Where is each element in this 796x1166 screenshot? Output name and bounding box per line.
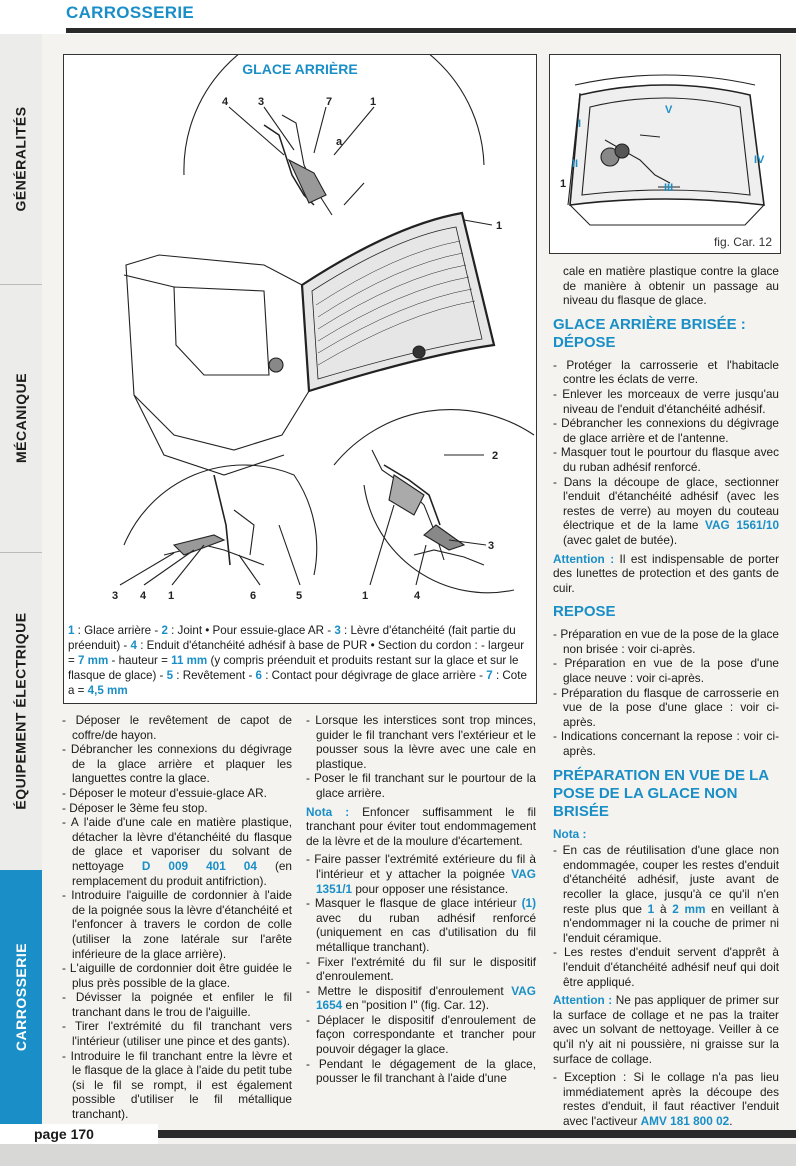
- footer-band: [0, 1144, 796, 1166]
- callout-label: 4: [140, 590, 147, 602]
- callout-label: 3: [258, 96, 265, 108]
- tab-label: ÉQUIPEMENT ÉLECTRIQUE: [13, 612, 29, 810]
- sidebar: [0, 34, 42, 1124]
- list-item-text: Tirer l'extrémité du fil tranchant vers l'intérieur (utiliser une pince et des gants).: [72, 1019, 292, 1049]
- list-item: - L'aiguille de cordonnier doit être guidée le plus près possible de la glace.: [62, 961, 292, 990]
- callout-label: 7: [326, 96, 333, 108]
- list-item: - Mettre le dispositif d'enroulement VAG 1654 en "position I" (fig. Car. 12).: [306, 983, 536, 1013]
- list-item: - Tirer l'extrémité du fil tranchant vers l'intérieur (utiliser une pince et des gants).: [62, 1019, 292, 1049]
- list-item: - Pendant le dégagement de la glace, pousser le fil tranchant à l'aide d'une: [306, 1056, 536, 1086]
- tool-reference: D 009 401 04: [141, 858, 257, 873]
- legend-value: 4,5 mm: [87, 684, 128, 697]
- warning-label: Attention :: [553, 993, 613, 1008]
- list-item: - Préparation du flasque de carrosserie en vue de la pose d'une glace : voir ci-après.: [553, 685, 779, 729]
- sidebar-tab-carrosserie[interactable]: [0, 870, 42, 1125]
- callout-label: 4: [414, 590, 421, 602]
- legend-text: : Cote a =: [68, 669, 527, 697]
- tool-reference: (1): [521, 896, 536, 911]
- tab-label: CARROSSERIE: [13, 942, 29, 1052]
- list-item-text: Dans la découpe de glace, sectionner l'enduit d'étanchéité adhésif (avec les restes de verre) au moyen du couteau électrique et de la lame: [563, 474, 779, 533]
- note-text: Enfoncer suffisamment le fil tranchant pour éviter tout endommagement de la lèvre et de la moulure d'écartement.: [306, 804, 537, 848]
- list-item-text: Lorsque les interstices sont trop minces, guider le fil tranchant vers l'extérieur et le pousser sous la lèvre avec une cale en plastique.: [315, 713, 536, 771]
- list-item: - Dévisser la poignée et enfiler le fil tranchant dans le trou de l'aiguille.: [62, 990, 292, 1019]
- list-item-text: Faire passer l'extrémité extérieure du fil à l'intérieur et y attacher la poignée: [314, 852, 536, 881]
- list-item-text: .: [729, 1113, 733, 1128]
- legend-value: 7 mm: [78, 654, 109, 667]
- warning-label: Attention :: [553, 551, 615, 566]
- list-item-text: Débrancher les connexions du dégivrage de la glace arrière et plaquer les languettes contre la glace.: [70, 742, 292, 786]
- callout-label: 3: [112, 590, 119, 602]
- hatch-drawing: [550, 55, 780, 235]
- list-item-text: Exception : Si le collage n'a pas lieu immédiatement après la découpe des restes d'enduit, il faut réactiver l'enduit avec l'activeur: [563, 1070, 779, 1128]
- list-item: - Masquer tout le pourtour du flasque avec du ruban adhésif renforcé.: [553, 445, 779, 474]
- list-item-text: (en remplacement du produit antifriction).: [72, 858, 292, 888]
- list-item: - Masquer le flasque de glace intérieur (1) avec du ruban adhésif renforcé (uniquement en cas d'utilisation du fil métallique tranchant).: [306, 896, 536, 954]
- legend-text: : Enduit d'étanchéité adhésif à base de PUR • Section du cordon : - largeur =: [68, 639, 525, 667]
- legend-number: 2: [161, 624, 168, 637]
- list-item: - Indications concernant la repose : voir ci-après.: [553, 729, 779, 759]
- legend-number: 1: [68, 624, 75, 637]
- callout-label: II: [572, 158, 579, 170]
- header-rule: [66, 28, 796, 33]
- list-item-text: Introduire le fil tranchant entre la lèvre et le flasque de la glace à l'aide du petit tube (si le fil se rompt, il est également possible d'utiliser le fil métallique tranchant).: [70, 1048, 292, 1122]
- note-label: Nota :: [306, 804, 350, 819]
- list-item: - Fixer l'extrémité du fil sur le dispositif d'enroulement.: [306, 954, 536, 984]
- list-item: - Préparation en vue de la pose d'une glace neuve : voir ci-après.: [553, 656, 779, 686]
- tool-reference: VAG 1654: [316, 983, 536, 1013]
- callout-label: 5: [296, 590, 303, 602]
- tab-label: GÉNÉRALITÉS: [13, 106, 30, 212]
- list-item: - Déplacer le dispositif d'enroulement de façon correspondante et trancher pour pouvoir dégager la glace.: [306, 1012, 536, 1057]
- legend-text: : Glace arrière -: [74, 624, 162, 637]
- list-item-text: Fixer l'extrémité du fil sur le dispositif d'enroulement.: [316, 954, 536, 984]
- legend-number: 6: [255, 669, 262, 682]
- list-item: - Débrancher les connexions du dégivrage de la glace arrière et plaquer les languettes contre la glace.: [62, 742, 292, 786]
- list-item: - Débrancher les connexions du dégivrage de glace arrière et de l'antenne.: [553, 416, 779, 445]
- legend-text: : Revêtement -: [173, 669, 256, 682]
- list-item: - Exception : Si le collage n'a pas lieu immédiatement après la découpe des restes d'enduit, il faut réactiver l'enduit avec l'activeur AMV 181 800 02.: [553, 1070, 779, 1128]
- callout-label: 4: [222, 96, 229, 108]
- tab-label: MÉCANIQUE: [13, 372, 29, 464]
- list-item-text: Protéger la carrosserie et l'habitacle contre les éclats de verre.: [563, 357, 779, 387]
- list-item: - Les restes d'enduit servent d'apprêt à l'enduit d'étanchéité adhésif neuf qui doit être appliqué.: [553, 945, 779, 989]
- page-header: [0, 0, 796, 34]
- list-item: - Déposer le 3ème feu stop.: [62, 800, 208, 815]
- list-item-text: Déposer le 3ème feu stop.: [69, 800, 208, 815]
- text-column-2: [306, 713, 536, 1086]
- footer-rule: [158, 1130, 796, 1138]
- section-heading: PRÉPARATION EN VUE DE LA POSE DE LA GLACE NON BRISÉE: [553, 766, 769, 820]
- callout-label: III: [664, 182, 674, 194]
- list-item-text: Indications concernant la repose : voir ci-après.: [560, 729, 779, 759]
- figure-caption: fig. Car. 12: [713, 235, 772, 249]
- callout-label: IV: [754, 154, 765, 166]
- callout-label: 1: [362, 590, 369, 602]
- list-item-text: Déposer le moteur d'essuie-glace AR.: [69, 785, 267, 800]
- legend-text: (y compris préenduit et produits restant sur la glace et sur le flasque de glace) -: [68, 654, 519, 682]
- legend-number: 3: [334, 624, 341, 637]
- callout-label: 3: [488, 540, 495, 552]
- list-item-text: Préparation en vue de la pose de la glace non brisée : voir ci-après.: [560, 627, 779, 656]
- page-footer: [0, 1124, 796, 1166]
- callout-label: 1: [370, 96, 377, 108]
- text-column-3: [553, 264, 779, 1129]
- legend-text: : Lèvre d'étanchéité (fait partie du préenduit) -: [68, 624, 516, 652]
- list-item-text: Déplacer le dispositif d'enroulement de façon correspondante et trancher pour pouvoir dégager la glace.: [316, 1012, 536, 1057]
- list-item-text: à: [654, 901, 673, 916]
- warning-text: Ne pas appliquer de primer sur la surface de collage et ne pas la traiter avec un solvant de nettoyage. Veiller à ce qu'il n'y ait ni poussière, ni graisse sur la surface de collage.: [553, 993, 779, 1066]
- list-item: - Enlever les morceaux de verre jusqu'au niveau de l'enduit d'étanchéité adhésif.: [553, 386, 779, 416]
- list-item: - Introduire l'aiguille de cordonnier à l'aide de la poignée sous la lèvre d'étanchéité et l'enfoncer à travers le cordon de colle (utiliser la zone latérale sur l'arête inférieure de la glace arrière).: [62, 888, 292, 961]
- list-item: - Protéger la carrosserie et l'habitacle contre les éclats de verre.: [553, 357, 779, 387]
- section-title: CARROSSERIE: [66, 3, 194, 22]
- note-label: Nota :: [553, 826, 587, 841]
- list-item-text: L'aiguille de cordonnier doit être guidée le plus près possible de la glace.: [69, 961, 292, 990]
- callout-label: a: [336, 136, 343, 148]
- list-item-text: En cas de réutilisation d'une glace non endommagée, couper les restes d'enduit d'étanchéité adhésif, juste avant de recoller la glace, jusqu'à ce qu'il n'en reste plus que: [562, 843, 780, 916]
- callout-label: 1: [560, 178, 567, 190]
- list-item: - Déposer le moteur d'essuie-glace AR.: [62, 785, 267, 800]
- rear-window-drawing: [64, 55, 536, 620]
- list-item-text: Enlever les morceaux de verre jusqu'au niveau de l'enduit d'étanchéité adhésif.: [562, 386, 779, 416]
- callout-label: 6: [250, 590, 257, 602]
- legend-text: : Joint • Pour essuie-glace AR -: [167, 624, 335, 637]
- warning: [553, 993, 779, 1066]
- list-item-text: Les restes d'enduit servent d'apprêt à l'enduit d'étanchéité adhésif neuf qui doit être appliqué.: [563, 945, 779, 989]
- list-item-text: Mettre le dispositif d'enroulement: [317, 983, 512, 998]
- list-item-text: Poser le fil tranchant sur le pourtour de la glace arrière.: [314, 771, 536, 800]
- tool-reference: VAG 1561/10: [705, 518, 780, 533]
- callout-label: 1: [168, 590, 175, 602]
- callout-label: 2: [492, 450, 499, 462]
- list-item-text: Déposer le revêtement de capot de coffre/de hayon.: [72, 713, 292, 742]
- list-item-text: avec du ruban adhésif renforcé (uniquement en cas d'utilisation du fil métallique tranchant).: [316, 910, 536, 954]
- warning: [553, 552, 779, 596]
- list-item-text: en veillant à n'endommager ni la couche de primer ni l'enduit céramique.: [563, 901, 779, 945]
- list-item-text: Débrancher les connexions du dégivrage de glace arrière et de l'antenne.: [561, 416, 779, 445]
- note: [306, 805, 536, 849]
- list-item-text: Introduire l'aiguille de cordonnier à l'aide de la poignée sous la lèvre d'étanchéité et l'enfoncer à travers le cordon de colle (utiliser la zone latérale sur l'arête inférieure de la glace arrière).: [71, 888, 292, 961]
- page-number: page 170: [0, 1124, 158, 1144]
- value: 2 mm: [672, 901, 706, 916]
- figure-car-12: [549, 54, 781, 254]
- legend-value: 11 mm: [171, 654, 208, 667]
- list-item-text: en "position I" (fig. Car. 12).: [342, 998, 489, 1013]
- tool-reference: AMV 181 800 02: [640, 1113, 730, 1128]
- list-item: - Lorsque les interstices sont trop minces, guider le fil tranchant vers l'extérieur et le pousser sous la lèvre avec une cale en plastique.: [306, 713, 536, 771]
- warning-text: Il est indispensable de porter des lunettes de protection et des gants de cuir.: [553, 551, 780, 595]
- legend-text: : Contact pour dégivrage de glace arrière -: [262, 669, 487, 682]
- list-item-text: Masquer le flasque de glace intérieur: [314, 896, 522, 911]
- list-item: - Poser le fil tranchant sur le pourtour de la glace arrière.: [306, 771, 536, 800]
- sidebar-tab-generalites[interactable]: [0, 34, 42, 285]
- legend-number: 5: [166, 669, 174, 682]
- list-item: - En cas de réutilisation d'une glace non endommagée, couper les restes d'enduit d'étanchéité adhésif, juste avant de recoller la glace, jusqu'à ce qu'il n'en reste plus que 1 à 2 mm en veillant à n'endommager ni la couche de primer ni l'enduit céramique.: [553, 843, 780, 945]
- sidebar-tab-mecanique[interactable]: [0, 284, 42, 553]
- figure-title: GLACE ARRIÈRE: [242, 61, 358, 77]
- rear-window-figure: [63, 54, 537, 704]
- tool-reference: VAG 1351/1: [316, 866, 536, 896]
- sidebar-tab-equipement-electrique[interactable]: [0, 552, 42, 871]
- list-item-text: Dévisser la poignée et enfiler le fil tranchant dans le trou de l'aiguille.: [72, 990, 292, 1019]
- list-item-text: Pendant le dégagement de la glace, pousser le fil tranchant à l'aide d'une: [316, 1056, 536, 1086]
- list-item-text: Préparation du flasque de carrosserie en vue de la pose d'une glace : voir ci-après.: [561, 685, 779, 729]
- list-item-text: pour opposer une résistance.: [352, 881, 509, 896]
- list-item: - Dans la découpe de glace, sectionner l'enduit d'étanchéité adhésif (avec les restes de verre) au moyen du couteau électrique et de la lame VAG 1561/10 (avec galet de butée).: [553, 474, 780, 547]
- list-item: - Faire passer l'extrémité extérieure du fil à l'intérieur et y attacher la poignée VAG 1351/1 pour opposer une résistance.: [306, 852, 536, 896]
- list-item-text: A l'aide d'une cale en matière plastique, détacher la lèvre d'étanchéité du flasque de glace et vaporiser du solvant de nettoyage: [70, 815, 292, 873]
- value: 1: [647, 901, 655, 916]
- callout-label: 1: [496, 220, 503, 232]
- list-item: - Préparation en vue de la pose de la glace non brisée : voir ci-après.: [553, 627, 779, 656]
- list-item-text: Masquer tout le pourtour du flasque avec du ruban adhésif renforcé.: [560, 445, 779, 474]
- section-heading: GLACE ARRIÈRE BRISÉE : DÉPOSE: [553, 315, 746, 351]
- callout-label: I: [578, 118, 582, 130]
- legend-number: 7: [486, 669, 493, 682]
- list-item-text: (avec galet de butée).: [563, 532, 678, 547]
- list-item-text: Préparation en vue de la pose d'une glace neuve : voir ci-après.: [563, 656, 779, 686]
- figure-legend: [68, 623, 532, 698]
- text-column-1: [62, 713, 292, 1122]
- legend-text: - hauteur =: [108, 654, 172, 667]
- list-item: - Déposer le revêtement de capot de coffre/de hayon.: [62, 713, 292, 742]
- list-item: - Introduire le fil tranchant entre la lèvre et le flasque de la glace à l'aide du petit tube (si le fil se rompt, il est également possible d'utiliser le fil métallique tranchant).: [62, 1048, 292, 1122]
- section-heading: REPOSE: [553, 603, 616, 621]
- paragraph: cale en matière plastique contre la glace de manière à obtenir un passage au niveau du flasque de glace.: [563, 264, 779, 308]
- legend-number: 4: [130, 639, 137, 652]
- list-item: - A l'aide d'une cale en matière plastique, détacher la lèvre d'étanchéité du flasque de glace et vaporiser du solvant de nettoyage D 009 401 04 (en remplacement du produit antifriction).: [62, 815, 292, 888]
- callout-label: V: [665, 104, 673, 116]
